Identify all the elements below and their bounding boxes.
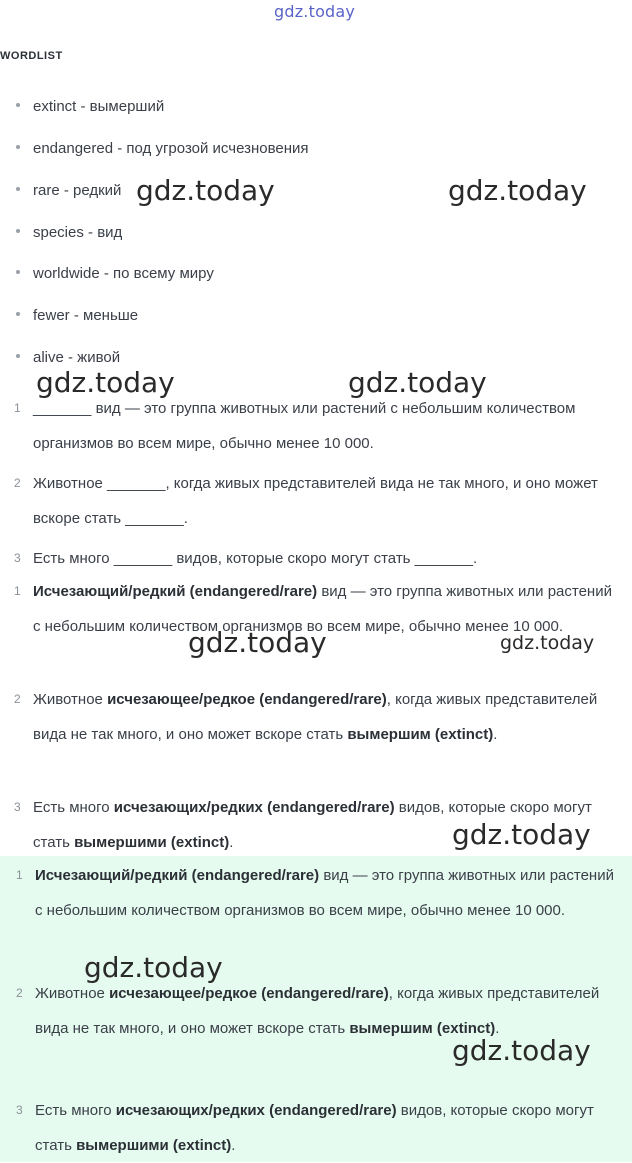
wordlist-item: rare - редкий [16, 182, 121, 199]
top-watermark: gdz.today [274, 2, 356, 21]
answer-number: 3 [16, 1103, 23, 1117]
bullet-icon [16, 145, 20, 149]
answer-text: Есть много исчезающих/редких (endangered/rare) видов, которые скоро могут стать вымершими (extinct). [35, 1102, 594, 1154]
task-number: 2 [14, 476, 21, 490]
bullet-icon [16, 103, 20, 107]
task-number: 1 [14, 401, 21, 415]
wordlist-title: WORDLIST [0, 50, 63, 62]
watermark: gdz.today [452, 1034, 591, 1067]
answer-number: 1 [16, 868, 23, 882]
answer-number: 1 [14, 584, 21, 598]
task-text: Есть много _______ видов, которые скоро могут стать _______. [33, 550, 478, 567]
wordlist-item: worldwide - по всему миру [16, 265, 214, 282]
task-item [14, 541, 622, 576]
watermark: gdz.today [452, 818, 591, 851]
wordlist-item: endangered - под угрозой исчезновения [16, 140, 309, 157]
answer-item-highlight [16, 858, 622, 928]
answer-text: Животное исчезающее/редкое (endangered/rare), когда живых представителей вида не так много, и оно может вскоре стать вымершим (extinct). [35, 985, 600, 1037]
wordlist-item: fewer - меньше [16, 307, 138, 324]
watermark: gdz.today [348, 366, 487, 399]
task-text: _______ вид — это группа животных или растений с небольшим количеством организмов во всем мире, обычно менее 10 000. [33, 400, 576, 452]
task-text: Животное _______, когда живых представителей вида не так много, и оно может вскоре стать _______. [33, 475, 598, 527]
answer-number: 2 [14, 692, 21, 706]
answer-text: Есть много исчезающих/редких (endangered/rare) видов, которые скоро могут стать вымершими (extinct). [33, 799, 592, 851]
answer-number: 3 [14, 800, 21, 814]
answer-number: 2 [16, 986, 23, 1000]
watermark: gdz.today [136, 174, 275, 207]
wordlist-item: alive - живой [16, 349, 120, 366]
bullet-icon [16, 270, 20, 274]
bullet-icon [16, 187, 20, 191]
task-item [14, 466, 622, 536]
answer-text: Животное исчезающее/редкое (endangered/rare), когда живых представителей вида не так много, и оно может вскоре стать вымершим (extinct). [33, 691, 598, 743]
task-item [14, 391, 622, 461]
watermark: gdz.today [500, 632, 595, 654]
wordlist-item: species - вид [16, 224, 122, 241]
watermark: gdz.today [36, 366, 175, 399]
watermark: gdz.today [448, 174, 587, 207]
answer-text: Исчезающий/редкий (endangered/rare) вид — это группа животных или растений с небольшим количеством организмов во всем мире, обычно менее 10 000. [33, 583, 612, 635]
bullet-icon [16, 312, 20, 316]
answer-item-highlight [16, 1093, 622, 1163]
watermark: gdz.today [84, 951, 223, 984]
wordlist-item: extinct - вымерший [16, 98, 164, 115]
answer-item [14, 682, 622, 752]
task-number: 3 [14, 551, 21, 565]
bullet-icon [16, 354, 20, 358]
answer-text: Исчезающий/редкий (endangered/rare) вид — это группа животных или растений с небольшим количеством организмов во всем мире, обычно менее 10 000. [35, 867, 614, 919]
watermark: gdz.today [188, 626, 327, 659]
bullet-icon [16, 229, 20, 233]
